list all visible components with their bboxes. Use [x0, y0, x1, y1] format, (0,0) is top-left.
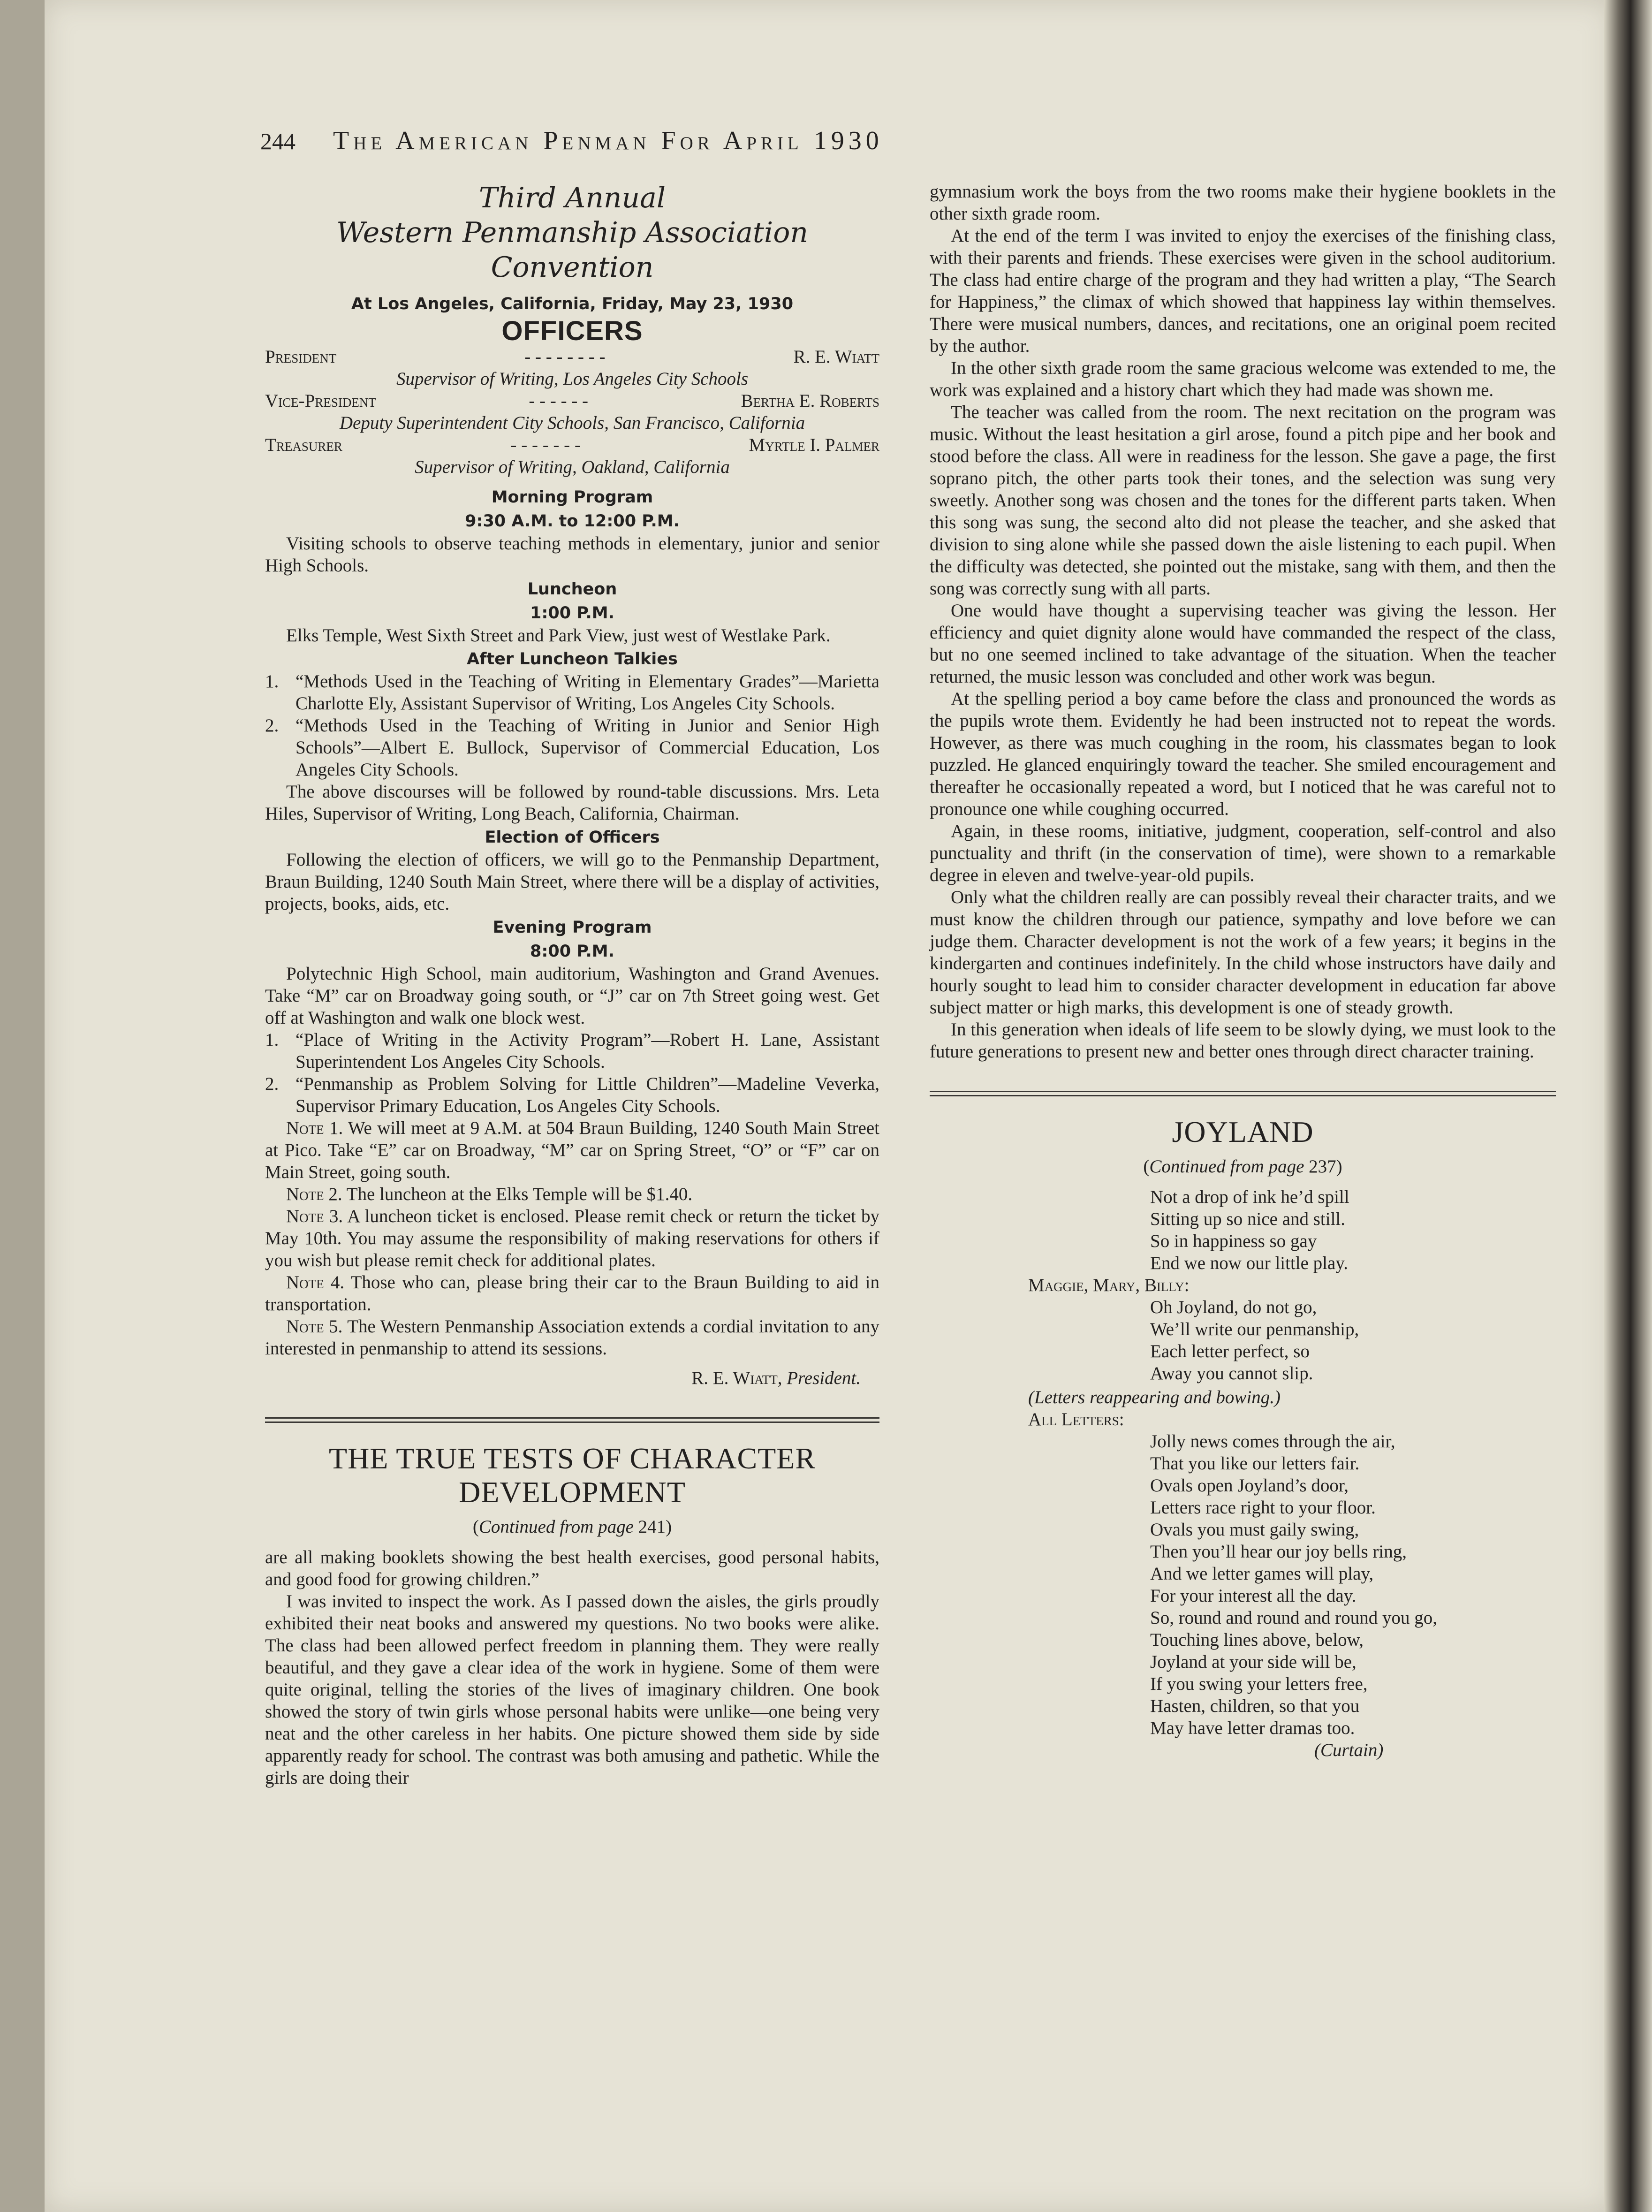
convention-title — [265, 181, 879, 285]
poem-stanza — [1150, 1430, 1556, 1739]
continued-note: (Continued from page 237) — [1143, 1156, 1342, 1177]
note-text: The luncheon at the Elks Temple will be $1.40. — [346, 1184, 693, 1204]
poem-line: Ovals open Joyland’s door, — [1150, 1475, 1349, 1496]
officer-name: Myrtle I. Palmer — [749, 435, 879, 455]
article-paragraph: One would have thought a supervising teacher was giving the lesson. Her efficiency and quiet dignity alone would have commanded the respect of the class, but no one seemed inclined to take advantage of the situation. When the teacher returned, the music lesson was concluded and other work was begun. — [930, 601, 1556, 687]
officer-entry — [265, 390, 879, 434]
poem-line: End we now our little play. — [1150, 1253, 1349, 1273]
article-paragraph: In this generation when ideals of life seem to be slowly dying, we must look to the future generations to present new and better ones through direct character training. — [930, 1019, 1556, 1062]
article-paragraph: In the other sixth grade room the same gracious welcome was extended to me, the work was explained and a history chart which they had made was shown me. — [930, 358, 1556, 400]
article-paragraph: Again, in these rooms, initiative, judgment, cooperation, self-control and also punctuality and thrift (in the conservation of time), were shown to a remarkable degree in eleven and twelve-year-old pupils. — [930, 821, 1556, 885]
officer-leader-dashes: - - - - - - - — [510, 435, 581, 455]
poem-line: Each letter perfect, so — [1150, 1341, 1310, 1361]
officer-entry — [265, 434, 879, 478]
joyland-title: JOYLAND — [1172, 1115, 1314, 1148]
evening-text: Polytechnic High School, main auditorium, Washington and Grand Avenues. Take “M” car on Broadway going south, or “J” car on 7th Street going west. Get off at Washington and walk one block west. — [265, 964, 879, 1028]
list-item — [265, 1029, 879, 1073]
article-paragraph: At the spelling period a boy came before the class and pronounced the words as the pupils wrote them. Evidently he had been instructed not to repeat the words. However, as there was much coughing in the room, his classmates began to look puzzled. He glanced enquiringly toward the teacher. She smiled encouragement and thereafter he occasionally repeated a word, but I noticed that he was careful not to pronounce one while coughing occurred. — [930, 689, 1556, 819]
continued-page: 237) — [1309, 1156, 1342, 1177]
evening-time: 8:00 P.M. — [530, 942, 614, 961]
signature — [265, 1367, 861, 1389]
note-paragraph — [265, 1183, 879, 1205]
running-header — [260, 126, 1283, 163]
note-text: We will meet at 9 A.M. at 504 Braun Building, 1240 South Main Street at Pico. Take “E” car on Broadway, “M” car on Spring Street, “O” or “F” car on Main Street, going south. — [265, 1118, 880, 1182]
list-text: “Methods Used in the Teaching of Writing in Elementary Grades”—Marietta Charlotte Ely, Assistant Supervisor of Writing, Los Angeles City Schools. — [296, 671, 879, 714]
left-column — [265, 181, 879, 1789]
right-column — [930, 181, 1556, 1761]
note-paragraph — [265, 1117, 879, 1183]
talkies-list — [265, 670, 879, 781]
poem-line: If you swing your letters free, — [1150, 1674, 1368, 1694]
officer-leader-dashes: - - - - - - - - — [524, 347, 606, 367]
officer-leader-dashes: - - - - - - — [529, 391, 589, 411]
evening-heading: Evening Program — [493, 918, 652, 937]
officer-name: Bertha E. Roberts — [741, 391, 879, 411]
page-number: 244 — [260, 128, 296, 154]
election-heading: Election of Officers — [485, 828, 660, 847]
curtain-direction: (Curtain) — [1314, 1740, 1384, 1760]
poem-line: Jolly news comes through the air, — [1150, 1431, 1395, 1452]
poem-line: For your interest all the day. — [1150, 1586, 1356, 1606]
signature-name: R. E. Wiatt, — [691, 1368, 782, 1388]
list-item — [265, 715, 879, 781]
note-text: A luncheon ticket is enclosed. Please remit check or return the ticket by May 10th. You may assume the responsibility of making reservations for others if you wish but please remit check for additional plates. — [265, 1206, 880, 1270]
poem-line: Oh Joyland, do not go, — [1150, 1297, 1317, 1317]
section-divider — [930, 1091, 1556, 1096]
convention-title-line: Third Annual — [478, 182, 666, 214]
note-paragraph — [265, 1271, 879, 1315]
speaker-label: Maggie, Mary, Billy: — [1028, 1275, 1190, 1295]
talkies-heading: After Luncheon Talkies — [467, 650, 678, 669]
talkies-followup: The above discourses will be followed by round-table discussions. Mrs. Leta Hiles, Supervisor of Writing, Long Beach, California, Chairman. — [265, 782, 879, 824]
note-label: Note 5. — [286, 1316, 343, 1337]
article-paragraph: At the end of the term I was invited to enjoy the exercises of the finishing class, with their parents and friends. These exercises were given in the school auditorium. The class had entire charge of the program and they had written a play, “The Search for Happiness,” the climax of which showed that happiness lay within themselves. There were musical numbers, dances, and recitations, one an original poem recited by the author. — [930, 226, 1556, 356]
list-number: 1. — [265, 1030, 279, 1050]
election-text: Following the election of officers, we will go to the Penmanship Department, Braun Building, 1240 South Main Street, where there will be a display of activities, projects, books, aids, etc. — [265, 850, 879, 914]
morning-text: Visiting schools to observe teaching methods in elementary, junior and senior High Schools. — [265, 533, 879, 576]
list-item — [265, 1073, 879, 1117]
continued-label: Continued from page — [478, 1517, 634, 1537]
article-paragraph: are all making booklets showing the best health exercises, good personal habits, and good food for growing children.” — [265, 1547, 879, 1589]
poem-stanza — [1150, 1186, 1556, 1274]
list-number: 2. — [265, 1074, 279, 1094]
running-title: The American Penman For April 1930 — [333, 126, 883, 155]
poem-line: And we letter games will play, — [1150, 1564, 1374, 1584]
convention-title-line: Western Penmanship Association — [336, 216, 808, 249]
poem-line: Away you cannot slip. — [1150, 1363, 1313, 1383]
poem-line: Joyland at your side will be, — [1150, 1652, 1356, 1672]
poem-line: Not a drop of ink he’d spill — [1150, 1187, 1349, 1207]
book-spine-shadow — [1604, 0, 1652, 2212]
poem-line: Hasten, children, so that you — [1150, 1696, 1360, 1716]
article-paragraph: gymnasium work the boys from the two rooms make their hygiene booklets in the other sixth grade room. — [930, 182, 1556, 224]
poem-line: So in happiness so gay — [1150, 1231, 1317, 1251]
article-paragraph: I was invited to inspect the work. As I passed down the aisles, the girls proudly exhibited their neat books and answered my questions. No two books were alike. The class had been allowed perfect freedom in planning them. They were really beautiful, and they gave a clear idea of the work in hygiene. Some of them were quite original, telling the stories of the lives of imaginary children. One book showed the story of twin girls whose personal habits were unlike—one being very neat and the other careless in her habits. One picture showed them side by side apparently ready for school. The contrast was both amusing and pathetic. While the girls are doing their — [265, 1591, 879, 1788]
continued-note: (Continued from page 241) — [472, 1517, 672, 1537]
poem-line: So, round and round and round you go, — [1150, 1608, 1438, 1628]
poem-line: We’ll write our penmanship, — [1150, 1319, 1359, 1339]
officer-role: President — [265, 347, 337, 367]
officer-name: R. E. Wiatt — [793, 347, 879, 367]
note-paragraph — [265, 1205, 879, 1271]
character-article-title: THE TRUE TESTS OF CHARACTER DEVELOPMENT — [328, 1442, 816, 1509]
continued-page: 241) — [638, 1517, 672, 1537]
article-paragraph: The teacher was called from the room. The next recitation on the program was music. Without the least hesitation a girl arose, found a pitch pipe and her book and stood before the class. All were in readiness for the lesson. She gave a page, the first soprano pitch, the other parts took their tones, and the selection was sung very sweetly. Another song was chosen and the tones for the different parts taken. When this song was sung, the second alto did not please the teacher, and she asked that division to sing alone while she passed down the aisle listening to each pupil. When the difficulty was detected, she pointed out the mistake, sang with them, and then the song was correctly sung with all parts. — [930, 402, 1556, 599]
section-divider — [265, 1417, 879, 1423]
list-text: “Place of Writing in the Activity Program”—Robert H. Lane, Assistant Superintendent Los Angeles City Schools. — [296, 1030, 879, 1072]
poem-line: Then you’ll hear our joy bells ring, — [1150, 1542, 1407, 1562]
officer-entry — [265, 346, 879, 390]
note-label: Note 3. — [286, 1206, 343, 1226]
note-label: Note 2. — [286, 1184, 342, 1204]
continued-label: Continued from page — [1149, 1156, 1304, 1177]
note-text: The Western Penmanship Association extends a cordial invitation to any interested in penmanship to attend its sessions. — [265, 1316, 879, 1359]
evening-talks-list — [265, 1029, 879, 1117]
list-item — [265, 670, 879, 715]
poem-line: Sitting up so nice and still. — [1150, 1209, 1345, 1229]
signature-title: President. — [787, 1368, 861, 1388]
poem-line: Ovals you must gaily swing, — [1150, 1520, 1359, 1540]
officer-role: Treasurer — [265, 435, 342, 455]
list-text: “Penmanship as Problem Solving for Little Children”—Madeline Veverka, Supervisor Primary Education, Los Angeles City Schools. — [296, 1074, 879, 1116]
stage-direction: (Letters reappearing and bowing.) — [1028, 1387, 1281, 1407]
list-text: “Methods Used in the Teaching of Writing in Junior and Senior High Schools”—Albert E. Bullock, Supervisor of Commercial Education, Los Angeles City Schools. — [296, 715, 879, 780]
officer-detail: Supervisor of Writing, Oakland, California — [415, 457, 730, 477]
luncheon-time: 1:00 P.M. — [530, 604, 614, 623]
note-label: Note 1. — [286, 1118, 343, 1138]
officer-detail: Deputy Superintendent City Schools, San Francisco, California — [339, 413, 805, 433]
officers-heading: OFFICERS — [501, 316, 643, 346]
list-number: 1. — [265, 671, 279, 692]
officer-detail: Supervisor of Writing, Los Angeles City Schools — [396, 369, 749, 389]
morning-time: 9:30 A.M. to 12:00 P.M. — [465, 512, 680, 531]
officer-role: Vice-President — [265, 391, 376, 411]
poem-line: May have letter dramas too. — [1150, 1718, 1355, 1738]
list-number: 2. — [265, 715, 279, 736]
poem-line: Letters race right to your floor. — [1150, 1497, 1376, 1518]
poem-line: That you like our letters fair. — [1150, 1453, 1360, 1474]
speaker-label: All Letters: — [1028, 1409, 1124, 1429]
note-label: Note 4. — [286, 1272, 345, 1292]
luncheon-heading: Luncheon — [527, 580, 617, 599]
note-text: Those who can, please bring their car to the Braun Building to aid in transportation. — [265, 1272, 880, 1315]
note-paragraph — [265, 1315, 879, 1360]
convention-title-line: Convention — [491, 251, 654, 284]
luncheon-text: Elks Temple, West Sixth Street and Park View, just west of Westlake Park. — [286, 625, 831, 646]
morning-heading: Morning Program — [491, 488, 653, 507]
poem-line: Touching lines above, below, — [1150, 1630, 1364, 1650]
poem-stanza — [1150, 1296, 1556, 1384]
article-paragraph: Only what the children really are can possibly reveal their character traits, and we must know the children through our patience, sympathy and love before we can judge them. Character development is not the work of a few years; it begins in the kindergarten and continues indefinitely. In the child whose instructors have daily and hourly sought to lead him to consider character development in education far above subject matter or high marks, this development is one of steady growth. — [930, 887, 1556, 1018]
convention-location: At Los Angeles, California, Friday, May 23, 1930 — [351, 295, 794, 313]
